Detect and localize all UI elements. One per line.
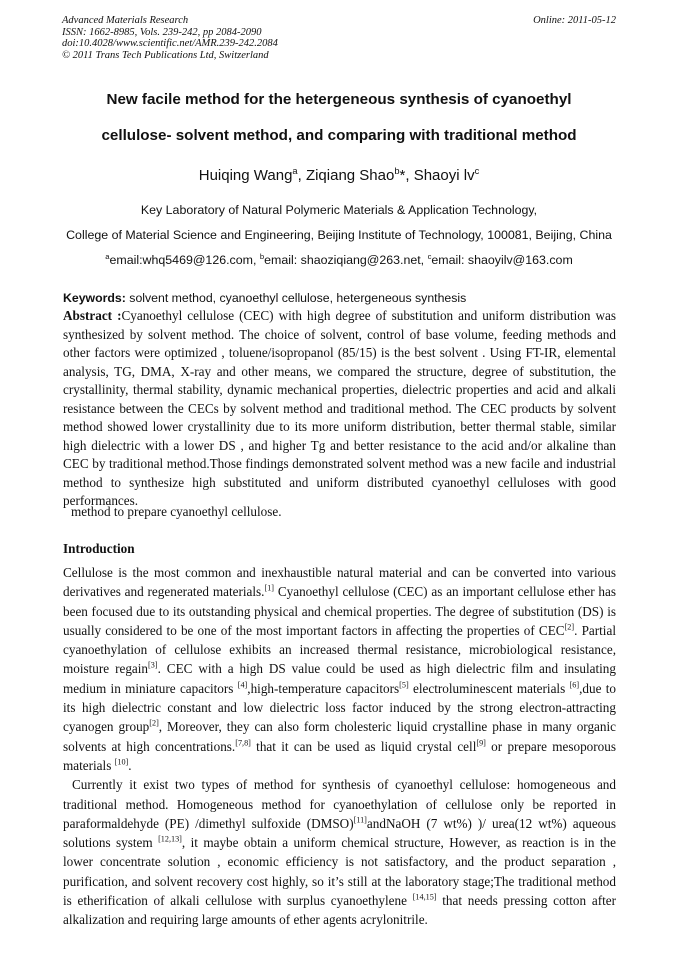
text-run: , Moreover, they can also form cholesteric liquid crystalline phase in many organic solvents at high concentrations. — [63, 719, 616, 754]
author-emails — [40, 253, 638, 267]
author-name: Ziqiang Shao — [305, 167, 395, 184]
author-list — [40, 167, 638, 184]
citation: [10] — [114, 757, 129, 767]
email-address[interactable]: email: shaoziqiang@263.net, — [264, 253, 428, 267]
citation: [12,13] — [158, 834, 182, 844]
author-affiliation-mark: c — [474, 166, 480, 176]
author-affiliation-mark: b — [394, 166, 400, 176]
paper-title-line-2: cellulose- solvent method, and comparing with traditional method — [101, 127, 577, 144]
affiliation-line-2: College of Material Science and Engineering, Beijing Institute of Technology, 100081, Beijing, China — [66, 228, 612, 242]
journal-header — [62, 15, 616, 61]
journal-name: Advanced Materials Research — [62, 15, 189, 26]
text-run: . — [128, 757, 132, 773]
citation: [14,15] — [412, 892, 437, 902]
citation: [2] — [564, 622, 575, 632]
affiliation-line-1: Key Laboratory of Natural Polymeric Materials & Application Technology, — [140, 203, 538, 217]
citation: [1] — [264, 583, 275, 593]
text-run: that needs pressing cotton after alkalization and requiring large amounts of ether agents acrylonitrile. — [63, 893, 616, 928]
issn-line: ISSN: 1662-8985, Vols. 239-242, pp 2084-2090 — [62, 26, 262, 38]
citation: [5] — [399, 680, 409, 690]
text-run: that it can be used as liquid crystal cell — [250, 738, 477, 754]
text-run: electroluminescent materials — [408, 680, 570, 696]
author-name: Shaoyi lv — [413, 167, 475, 184]
text-run: , it maybe obtain a uniform chemical structure, However, as reaction is in the lower concentrate solution , economic efficiency is not satisfactory, and the product separation , purification, and solvent recovery cost highly, so it’s still at the laboratory stage;The traditional method is etherification of alkali cellulose with surplus cyanoethylene — [63, 835, 616, 909]
citation: [3] — [148, 661, 158, 671]
email-mark: c — [427, 251, 432, 261]
doi-line: doi:10.4028/www.scientific.net/AMR.239-242.2084 — [62, 38, 278, 49]
author-affiliation-mark: a — [292, 166, 298, 176]
email-mark: b — [259, 251, 265, 261]
email-address[interactable]: email:whq5469@126.com, — [109, 253, 260, 267]
online-date: Online: 2011-05-12 — [533, 15, 616, 26]
citation: [9] — [476, 738, 486, 748]
text-run: Cellulose is the most common and inexhaustible natural material and can be converted into various derivatives and regenerated materials. — [63, 565, 616, 600]
text-run: ,due to its high dielectric constant and low dielectric loss factor induced by the strong electron-attracting cyanogen group — [63, 680, 616, 735]
copyright-line: © 2011 Trans Tech Publications Ltd, Switzerland — [62, 49, 269, 61]
citation: [7,8] — [235, 738, 251, 748]
author-separator: , — [297, 167, 306, 184]
text-run: . Partial cyanoethylation of cellulose exhibits an increased thermal resistance, microbiological resistance, moisture regain — [63, 622, 616, 677]
citation: [6] — [569, 680, 580, 690]
abstract-tail: method to prepare cyanoethyl cellulose. — [71, 504, 282, 519]
citation: [4] — [237, 680, 248, 690]
keywords-label: Keywords: — [63, 291, 126, 305]
introduction-body — [63, 563, 616, 930]
text-run: . CEC with a high DS value could be used as high dielectric film and insulating medium in miniature capacitors — [63, 661, 616, 696]
section-heading-introduction: Introduction — [63, 541, 135, 556]
abstract-text: Cyanoethyl cellulose (CEC) with high degree of substitution and uniform distribution was synthesized by solvent method. The choice of solvent, control of base volume, feeding methods and other factors were optimized , toluene/isopropanol (85/15) is the best solvent . Using FT-IR, elemental analysis, TG, DMA, X-ray and other means, we compared the structure, degree of substitution, the crystallinity, thermal stability, dynamic mechanical properties, dielectric properties and acid and alkali resistance between the CECs by solvent method and traditional method. The CEC products by solvent method showed lower crystallinity due to its more uniform distribution, better thermal stable, similar high dielectric with a lower DS , and higher Tg and better resistance to the acid and/or alkaline than CEC by traditional method.Those findings demonstrated solvent method was a new facile and industrial method to synthesize high substituted and uniform distributed cyanoethyl celluloses with good performances. — [63, 308, 616, 508]
keywords-text: solvent method, cyanoethyl cellulose, hetergeneous synthesis — [125, 291, 467, 305]
text-run: or prepare mesoporous materials — [63, 738, 616, 773]
text-run: Currently it exist two types of method for synthesis of cyanoethyl cellulose: homogeneous and traditional method. Homogeneous method for cyanoethylation of cellulose only be reported in paraformaldehyde (PE) /dimethyl sulfoxide (DMSO) — [63, 777, 616, 831]
text-run: ,high-temperature capacitors — [247, 680, 400, 696]
email-mark: a — [105, 251, 110, 261]
text-run: Cyanoethyl cellulose (CEC) as an important cellulose ether has been focused due to its outstanding physical and chemical properties. The degree of substitution (DS) is usually considered to be one of the most important factors in affecting the properties of CEC — [63, 584, 616, 638]
abstract-label: Abstract : — [63, 308, 122, 323]
abstract — [63, 307, 616, 511]
corresponding-author-mark: *, — [399, 167, 414, 184]
paragraph — [63, 775, 616, 929]
citation: [2] — [149, 718, 159, 728]
author-name: Huiqing Wang — [198, 167, 293, 184]
email-address[interactable]: email: shaoyilv@163.com — [431, 253, 573, 267]
keywords — [63, 291, 616, 305]
paper-title-line-1: New facile method for the hetergeneous synthesis of cyanoethyl — [106, 91, 572, 108]
citation: [11] — [353, 815, 367, 825]
text-run: andNaOH (7 wt%) )/ urea(12 wt%) aqueous solutions system — [63, 815, 616, 851]
paragraph — [63, 563, 616, 775]
